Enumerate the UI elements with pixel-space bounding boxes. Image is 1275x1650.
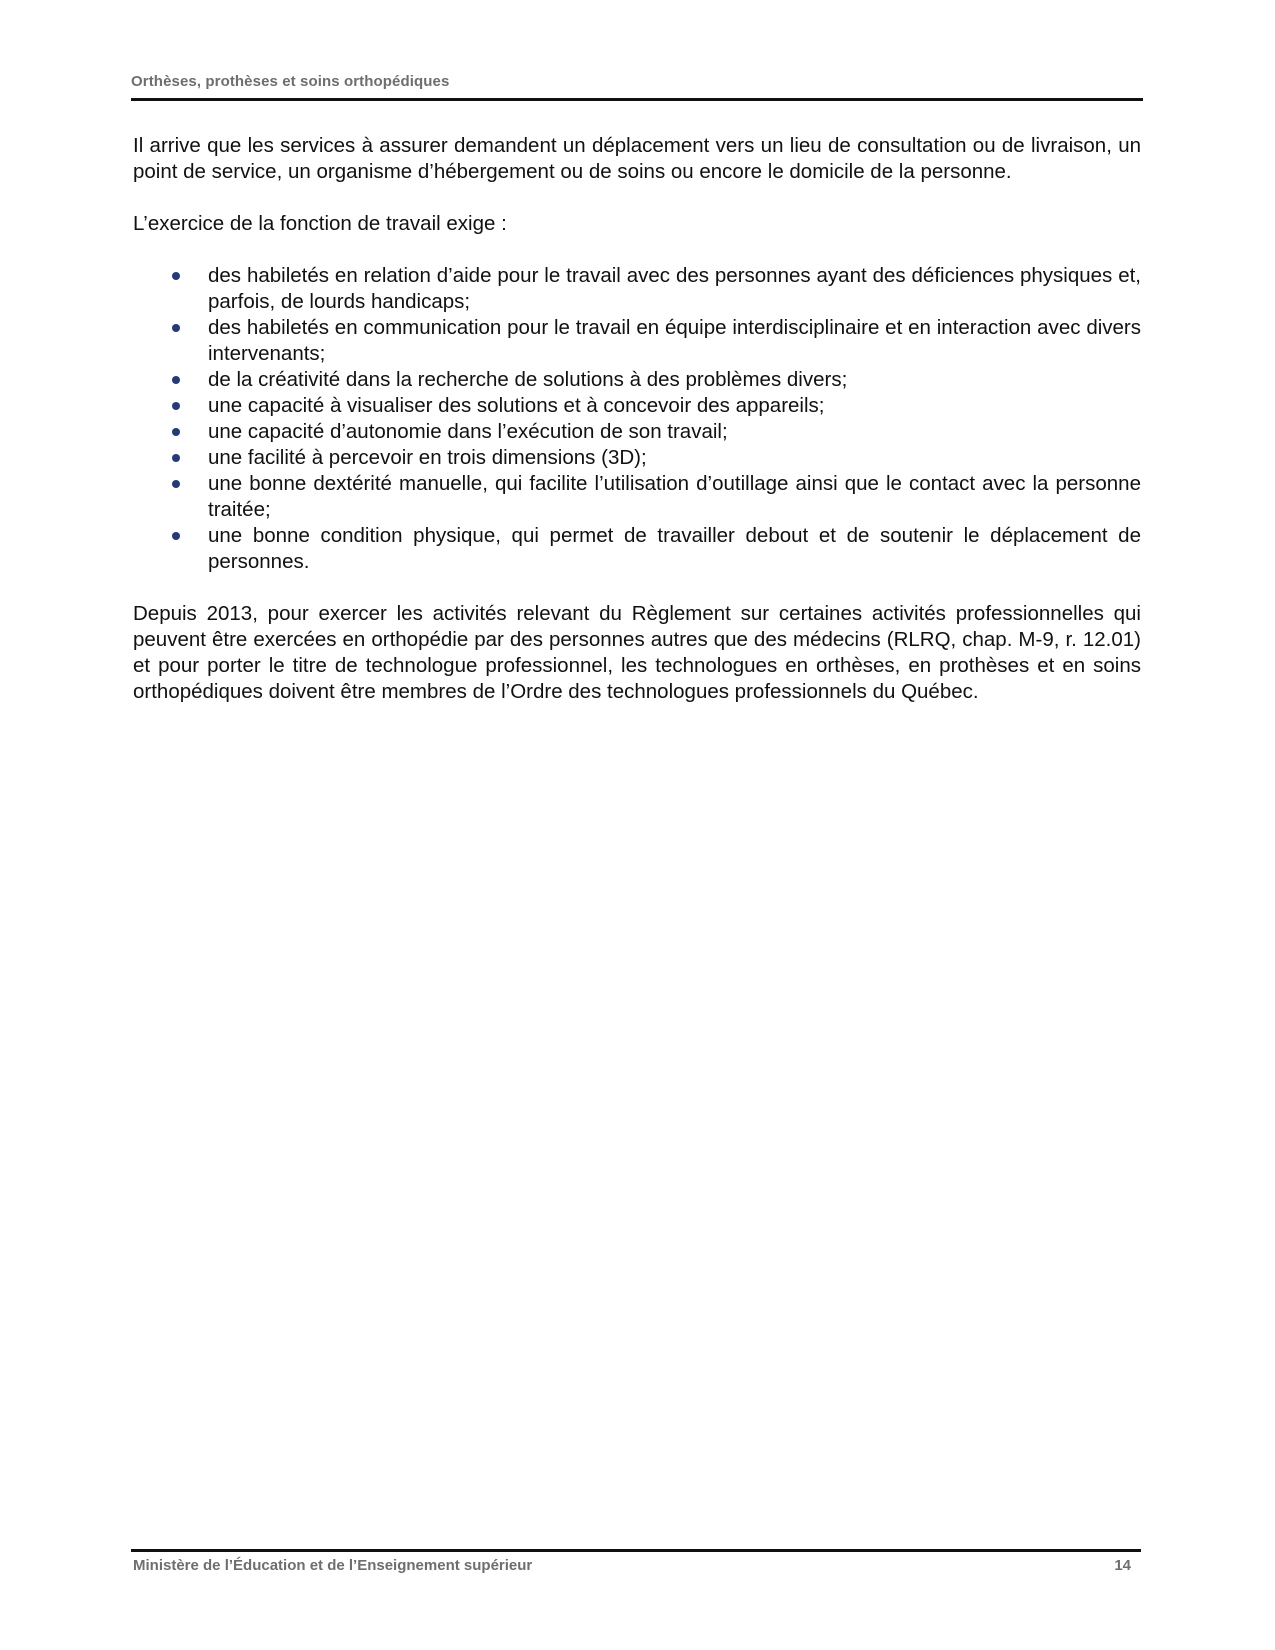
document-body [133,133,1141,705]
list-item-text: une bonne dextérité manuelle, qui facilite l’utilisation d’outillage ainsi que le contact avec la personne traitée; [208,472,1141,521]
bullet-icon [172,480,180,488]
requirements-list [133,263,1141,575]
requirements-intro: L’exercice de la fonction de travail exige : [133,212,507,235]
bullet-icon [172,272,180,280]
list-item-text: une capacité d’autonomie dans l’exécution de son travail; [208,420,728,443]
list-item [133,419,1141,445]
list-item [133,523,1141,575]
bullet-icon [172,324,180,332]
list-item [133,263,1141,315]
list-item-text: une capacité à visualiser des solutions et à concevoir des appareils; [208,394,825,417]
page-header [131,72,1143,101]
list-item [133,471,1141,523]
bullet-icon [172,428,180,436]
list-item-text: des habiletés en relation d’aide pour le travail avec des personnes ayant des déficiences physiques et, parfois, de lourds handicaps; [208,264,1141,313]
list-item-text: une bonne condition physique, qui permet de travailler debout et de soutenir le déplacement de personnes. [208,524,1141,573]
bullet-icon [172,402,180,410]
list-item [133,393,1141,419]
bullet-icon [172,376,180,384]
list-item-text: des habiletés en communication pour le travail en équipe interdisciplinaire et en interaction avec divers intervenants; [208,316,1141,365]
list-item-text: de la créativité dans la recherche de solutions à des problèmes divers; [208,368,848,391]
page-number: 14 [1114,1557,1131,1574]
page-footer [131,1549,1141,1576]
running-header-title: Orthèses, prothèses et soins orthopédiques [131,73,450,90]
list-item [133,367,1141,393]
list-item [133,315,1141,367]
list-item-text: une facilité à percevoir en trois dimensions (3D); [208,446,647,469]
footer-organization: Ministère de l’Éducation et de l’Enseignement supérieur [133,1557,533,1574]
intro-paragraph: Il arrive que les services à assurer demandent un déplacement vers un lieu de consultation ou de livraison, un point de service, un organisme d’hébergement ou de soins ou encore le domicile de la personne. [133,134,1141,183]
closing-paragraph: Depuis 2013, pour exercer les activités relevant du Règlement sur certaines activités professionnelles qui peuvent être exercées en orthopédie par des personnes autres que des médecins (RLRQ, chap. M-9, r. 12.01) et pour porter le titre de technologue professionnel, les technologues en orthèses, en prothèses et en soins orthopédiques doivent être membres de l’Ordre des technologues professionnels du Québec. [133,602,1141,703]
list-item [133,445,1141,471]
bullet-icon [172,454,180,462]
bullet-icon [172,532,180,540]
